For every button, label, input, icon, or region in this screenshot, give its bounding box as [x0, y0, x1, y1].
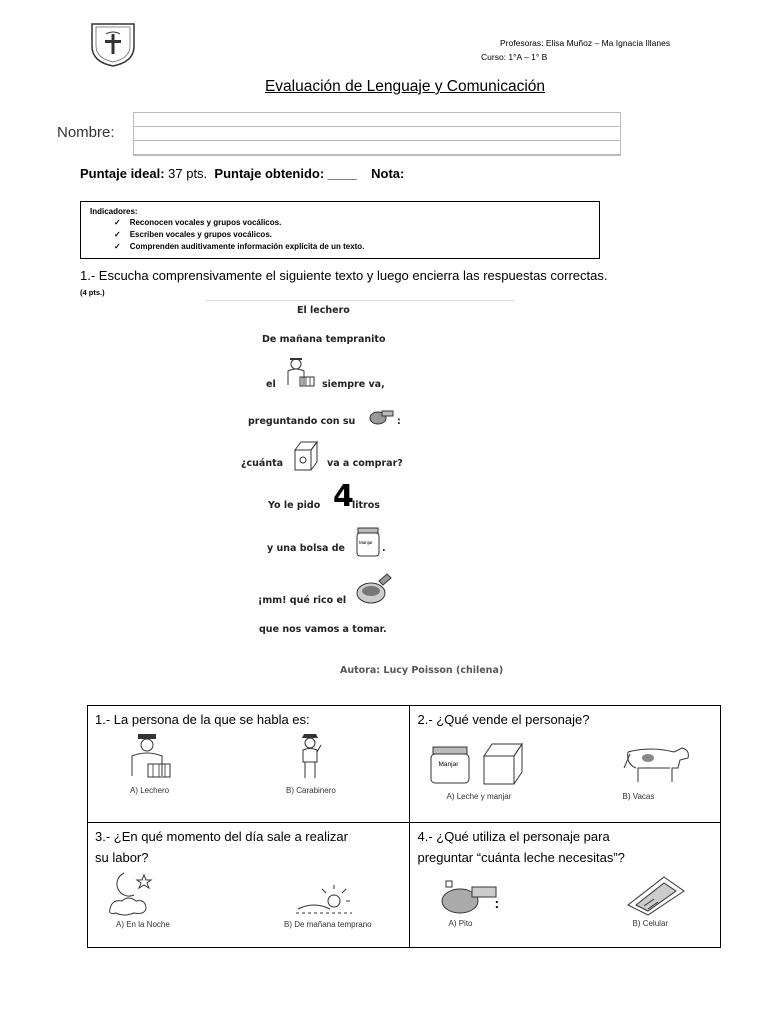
- obtained-label: Puntaje obtenido: ____ Nota:: [207, 166, 405, 181]
- number-four: 4: [333, 479, 354, 514]
- poem-line: Yo le pido: [268, 500, 321, 511]
- questions-table: [87, 705, 721, 948]
- question-text: 4.- ¿Qué utiliza el personaje para preguntar “cuánta leche necesitas”?: [417, 829, 625, 865]
- poem-author: Autora: Lucy Poisson (chilena): [340, 665, 504, 676]
- indicators-box: [80, 201, 600, 259]
- option-a[interactable]: A) Pito: [448, 919, 473, 928]
- name-field[interactable]: [133, 112, 621, 156]
- teachers-line: Profesoras: Elisa Muñoz – Ma Ignacia Illanes: [500, 38, 671, 48]
- poem-line: siempre va,: [322, 379, 385, 390]
- milkman-option-icon[interactable]: [120, 732, 176, 780]
- poem-line: De mañana tempranito: [262, 334, 386, 345]
- milkman-icon: [282, 355, 318, 389]
- cow-option-icon[interactable]: [620, 738, 694, 786]
- question-text: 2.- ¿Qué vende el personaje?: [417, 712, 590, 727]
- course-line: Curso: 1°A – 1° B: [481, 52, 548, 62]
- poem-line: ¡mm! qué rico el: [258, 595, 347, 606]
- milk-carton-option-icon[interactable]: [482, 742, 526, 786]
- check-icon: ✓: [114, 218, 121, 227]
- police-officer-option-icon[interactable]: [298, 732, 322, 780]
- poem-line: litros: [352, 500, 380, 511]
- check-icon: ✓: [114, 230, 121, 239]
- score-line: [80, 166, 404, 181]
- ideal-value: 37 pts.: [164, 166, 208, 181]
- poem-top-rule: [205, 300, 515, 301]
- whistle-icon: [367, 406, 395, 426]
- school-logo: [86, 18, 140, 68]
- colon-mark: :: [494, 895, 500, 911]
- check-icon: ✓: [114, 242, 121, 251]
- question1-points: (4 pts.): [80, 288, 105, 297]
- poem-line: :: [397, 416, 401, 427]
- sunrise-option-icon[interactable]: [294, 879, 354, 917]
- moon-night-option-icon[interactable]: [104, 869, 158, 919]
- option-b[interactable]: B) De mañana temprano: [284, 920, 372, 929]
- whistle-option-icon[interactable]: [438, 877, 498, 915]
- question-cell-2: [410, 706, 721, 823]
- milk-bowl-icon: [353, 571, 393, 607]
- poem-line: va a comprar?: [327, 458, 403, 469]
- ideal-label: Puntaje ideal:: [80, 166, 165, 181]
- indicator-item: ✓ Escriben vocales y grupos vocálicos.: [114, 230, 272, 239]
- question-cell-4: [410, 823, 721, 948]
- poem-line: que nos vamos a tomar.: [259, 624, 387, 635]
- option-a[interactable]: A) Lechero: [130, 786, 170, 795]
- question-text: 1.- La persona de la que se habla es:: [95, 712, 310, 727]
- option-a[interactable]: A) En la Noche: [116, 920, 170, 929]
- question1-text: 1.- Escucha comprensivamente el siguiente texto y luego encierra las respuestas correctas.: [80, 268, 608, 283]
- jar-label: Manjar: [438, 761, 459, 768]
- jar-label: Manjar: [359, 540, 373, 545]
- jar-option-icon[interactable]: [430, 746, 470, 784]
- option-b[interactable]: B) Celular: [632, 919, 669, 928]
- poem-line: ¿cuánta: [241, 458, 284, 469]
- poem-line: .: [382, 543, 386, 554]
- indicator-item: ✓ Reconocen vocales y grupos vocálicos.: [114, 218, 282, 227]
- poem-title: El lechero: [297, 305, 350, 316]
- indicator-item: ✓ Comprenden auditivamente información explícita de un texto.: [114, 242, 365, 251]
- indicators-title: Indicadores:: [90, 207, 138, 216]
- manjar-jar-icon: [356, 527, 380, 557]
- cellphone-option-icon[interactable]: [624, 873, 688, 917]
- poem-line: el: [266, 379, 276, 390]
- option-a[interactable]: A) Leche y manjar: [446, 792, 512, 801]
- name-label: Nombre:: [57, 124, 115, 141]
- question-cell-1: [88, 706, 410, 823]
- option-b[interactable]: B) Carabinero: [286, 786, 336, 795]
- question-text: 3.- ¿En qué momento del día sale a realizar su labor?: [95, 829, 348, 865]
- poem-line: y una bolsa de: [267, 543, 345, 554]
- poem-line: preguntando con su: [248, 416, 356, 427]
- milk-carton-icon: [291, 440, 321, 472]
- question-cell-3: [88, 823, 410, 948]
- option-b[interactable]: B) Vacas: [622, 792, 655, 801]
- page-title: Evaluación de Lenguaje y Comunicación: [264, 78, 546, 95]
